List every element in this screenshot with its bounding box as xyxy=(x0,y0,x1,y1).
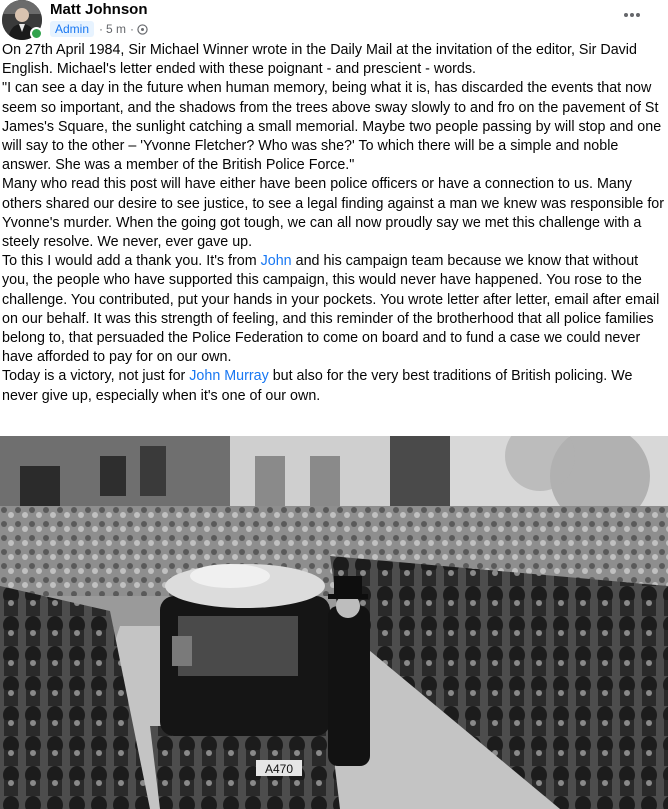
post-header xyxy=(0,0,668,42)
author-name[interactable]: Matt Johnson xyxy=(50,1,148,18)
paragraph-5 xyxy=(2,367,666,405)
paragraph-2: "I can see a day in the future when human memory, being what it is, has discarded the events that now seem so important, and the shadows from the trees above sway slowly to and fro on the pavement of St James's Square, the sunlight catching a small memorial. Maybe two people passing by will stop and one will say to the other – 'Yvonne Fletcher? Who was she?' To which there will be a simple and noble answer. She was a member of the British Police Force." xyxy=(2,80,662,174)
paragraph-4-text-after: and his campaign team because we know that without you, the people who have supported this campaign, this would never have happened. You rose to the challenge. You contributed, put your hands in your pockets. You wrote letter after letter, email after email on our behalf. It was this strength of feeling, and this reminder of the brotherhood that all police families belong to, that persuaded the Police Federation to come on board and to fund a case we could never have afforded to pay for on our own. xyxy=(2,253,660,366)
funeral-procession-image xyxy=(0,436,668,809)
meta-separator: · xyxy=(130,22,135,36)
number-plate-text: A470 xyxy=(264,762,294,776)
paragraph-4-text-before: To this I would add a thank you. It's from xyxy=(2,253,261,270)
admin-badge[interactable]: Admin xyxy=(50,21,94,37)
post-body xyxy=(2,41,666,406)
online-status-indicator xyxy=(30,27,43,40)
globe-icon[interactable] xyxy=(137,24,148,35)
post-meta xyxy=(50,21,148,37)
mention-link-john-murray[interactable]: John Murray xyxy=(189,368,269,385)
paragraph-4 xyxy=(2,252,666,367)
post-photo[interactable] xyxy=(0,436,668,809)
meta-separator: · xyxy=(99,22,104,36)
more-options-icon[interactable] xyxy=(622,7,642,23)
mention-link-john[interactable]: John xyxy=(260,253,292,270)
paragraph-3: Many who read this post will have either have been police officers or have a connection to us. Many others shared our desire to see justice, to see a legal finding against a man we knew was responsible for Yvonne's murder. When the going got tough, we can all now proudly say we met this challenge with a steely resolve. We never, ever gave up. xyxy=(2,176,664,251)
paragraph-1: On 27th April 1984, Sir Michael Winner wrote in the Daily Mail at the invitation of the editor, Sir David English. Michael's letter ended with these poignant - and prescient - words. xyxy=(2,42,637,78)
post-timestamp[interactable]: 5 m xyxy=(106,22,127,36)
paragraph-5-text-before: Today is a victory, not just for xyxy=(2,368,190,385)
paragraph-5-text-after: but also for the very best traditions of British policing. We never give up, especially when it's one of our own. xyxy=(2,368,633,404)
